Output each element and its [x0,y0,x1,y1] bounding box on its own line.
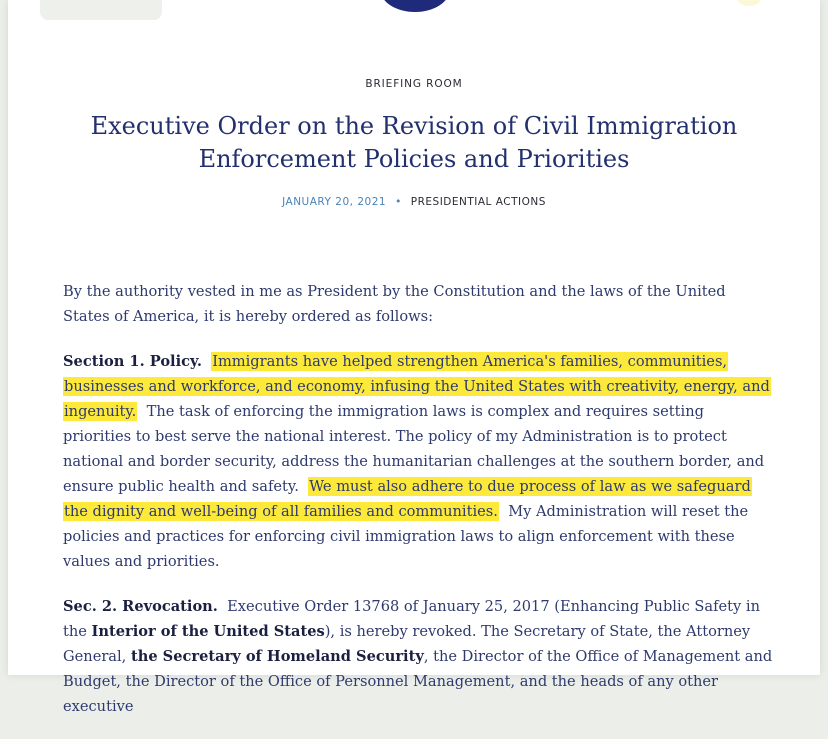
section-1-text-2: My Administration will reset the policies and practices for enforcing civil immigration laws to align enforcement with these values and priorities. [63,503,749,570]
article-body [63,279,775,739]
section-2-bold-2: the Secretary of Homeland Security [130,648,424,665]
highlight-immigrants: Immigrants have helped strengthen America's families, communities, businesses and workforce, and economy, infusing the United States with creativity, energy, and ingenuity. [64,353,770,420]
presidential-seal-logo [380,0,450,12]
section-2-paragraph [63,594,775,719]
section-2-text-2: ), is hereby revoked. The Secretary of State, the Attorney General, [63,623,751,665]
highlight-due-process: We must also adhere to due process of law as we safeguard the dignity and well-being of all families and communities. [64,478,751,520]
section-2-text-1: Executive Order 13768 of January 25, 2017 (Enhancing Public Safety in the [63,598,760,640]
document-page [8,0,820,715]
post-meta [8,196,820,208]
section-2-heading: Sec. 2. Revocation. [63,598,218,615]
page-title: Executive Order on the Revision of Civil Immigration Enforcement Policies and Priorities [90,112,738,173]
meta-separator: • [395,196,402,208]
section-2-text-3: , the Director of the Office of Management and Budget, the Director of the Office of Personnel Management, and the heads of any other executive [63,648,773,715]
intro-paragraph: By the authority vested in me as President by the Constitution and the laws of the United States of America, it is hereby ordered as follows: [63,283,726,325]
section-1-text-1: The task of enforcing the immigration laws is complex and requires setting priorities to best serve the national interest. The policy of my Administration is to protect national and border security, address the humanitarian challenges at the southern border, and ensure public health and safety. [63,403,765,495]
section-1-heading: Section 1. Policy. [63,353,202,370]
top-right-indicator [736,0,762,6]
top-left-badge [40,0,162,20]
section-2-bold-1: Interior of the United States [91,623,325,640]
post-date: JANUARY 20, 2021 [282,196,387,208]
section-kicker[interactable]: BRIEFING ROOM [365,78,463,90]
section-1-paragraph [63,349,775,574]
category-link[interactable]: PRESIDENTIAL ACTIONS [410,196,546,208]
